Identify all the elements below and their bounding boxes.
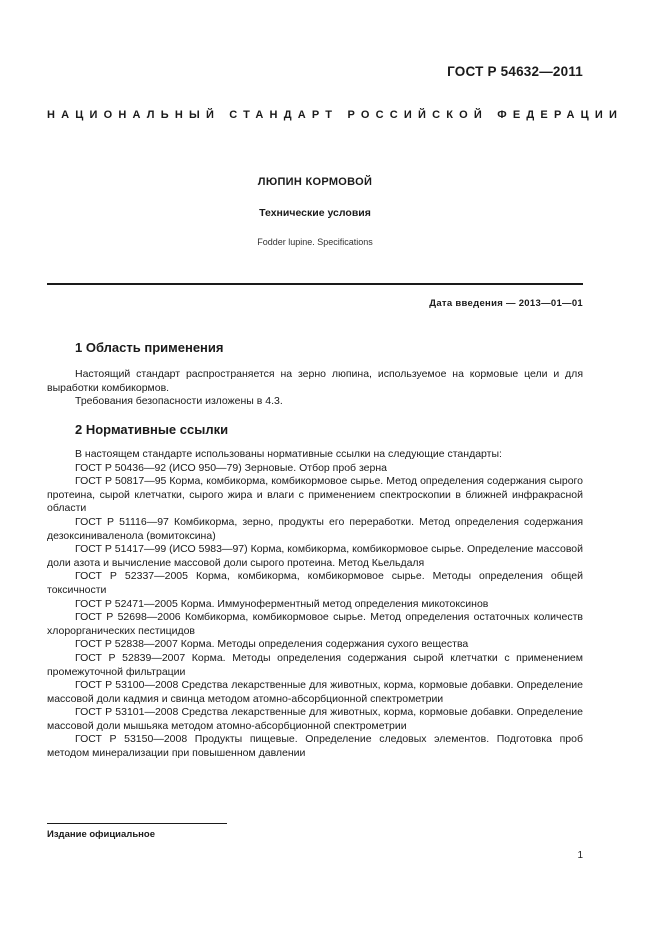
paragraph: В настоящем стандарте использованы нормативные ссылки на следующие стандарты: bbox=[75, 448, 502, 460]
reference-item: ГОСТ Р 52838—2007 Корма. Методы определения содержания сухого вещества bbox=[75, 638, 469, 651]
reference-item: ГОСТ Р 52471—2005 Корма. Иммуноферментный метод определения микотоксинов bbox=[75, 597, 489, 610]
reference-item: ГОСТ Р 52337—2005 Корма, комбикорма, комбикормовое сырье. Методы определения общей токсичности bbox=[47, 570, 583, 596]
reference-item: ГОСТ Р 50817—95 Корма, комбикорма, комбикормовое сырье. Метод определения содержания сырого протеина, сырой клетчатки, сырого жира и влаги с применением спектроскопии в ближней инфракрасной области bbox=[47, 475, 583, 515]
reference-item: ГОСТ Р 53101—2008 Средства лекарственные для животных, корма, кормовые добавки. Определение массовой доли мышьяка методом атомно-абсорбционной спектрометрии bbox=[47, 706, 583, 732]
document-title: ЛЮПИН КОРМОВОЙ bbox=[257, 176, 373, 188]
section-heading: 2 Нормативные ссылки bbox=[75, 422, 229, 437]
official-edition-label: Издание официальное bbox=[47, 829, 155, 840]
title-divider bbox=[47, 283, 583, 285]
section-heading: 1 Область применения bbox=[75, 340, 224, 355]
section-body bbox=[47, 368, 583, 409]
introduction-date: Дата введения — 2013—01—01 bbox=[429, 298, 583, 309]
title-block bbox=[47, 176, 583, 247]
standard-banner: НАЦИОНАЛЬНЫЙ СТАНДАРТ РОССИЙСКОЙ ФЕДЕРАЦИИ bbox=[47, 109, 624, 121]
reference-item: ГОСТ Р 53100—2008 Средства лекарственные для животных, корма, кормовые добавки. Определение массовой доли кадмия и свинца методом атомно-абсорбционной спектрометрии bbox=[47, 679, 583, 705]
reference-item: ГОСТ Р 52839—2007 Корма. Методы определения содержания сырой клетчатки с применением промежуточной фильтрации bbox=[47, 651, 583, 678]
section-scope bbox=[47, 340, 583, 409]
reference-item: ГОСТ Р 50436—92 (ИСО 950—79) Зерновые. Отбор проб зерна bbox=[75, 461, 387, 474]
footer-divider bbox=[47, 823, 227, 824]
english-title: Fodder lupine. Specifications bbox=[257, 237, 373, 247]
reference-item: ГОСТ Р 51417—99 (ИСО 5983—97) Корма, комбикорма, комбикормовое сырье. Определение массовой доли азота и вычисление массовой доли сырого протеина. Метод Кьельдаля bbox=[47, 543, 583, 569]
paragraph: Требования безопасности изложены в 4.3. bbox=[75, 395, 283, 408]
reference-item: ГОСТ Р 53150—2008 Продукты пищевые. Определение следовых элементов. Подготовка проб методом минерализации при повышенном давлении bbox=[47, 733, 583, 760]
reference-item: ГОСТ Р 52698—2006 Комбикорма, комбикормовое сырье. Метод определения остаточных количеств хлорорганических пестицидов bbox=[47, 611, 583, 637]
document-code: ГОСТ Р 54632—2011 bbox=[447, 64, 583, 79]
page-number: 1 bbox=[577, 850, 583, 861]
section-body bbox=[47, 448, 583, 761]
paragraph: Настоящий стандарт распространяется на зерно люпина, используемое на кормовые цели и для выработки комбикормов. bbox=[47, 368, 583, 394]
document-subtitle: Технические условия bbox=[259, 207, 371, 219]
reference-item: ГОСТ Р 51116—97 Комбикорма, зерно, продукты его переработки. Метод определения содержания дезоксиниваленола (вомитоксина) bbox=[47, 515, 583, 542]
section-normative-references bbox=[47, 422, 583, 761]
